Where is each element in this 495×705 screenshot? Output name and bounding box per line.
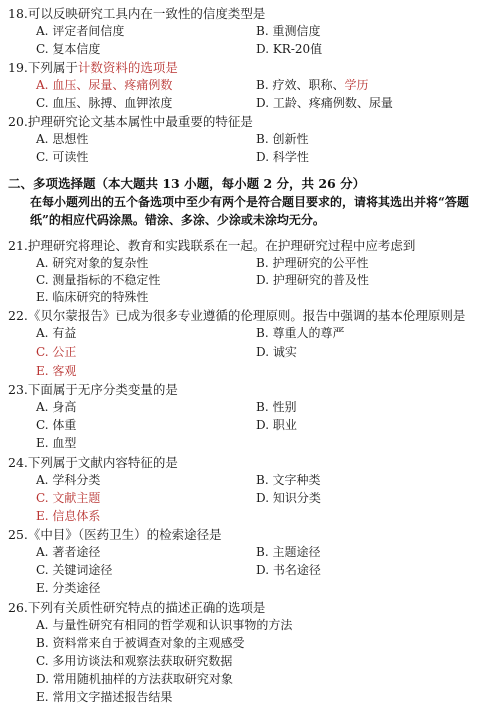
question-26: 26.下列有关质性研究特点的描述正确的选项是 bbox=[8, 600, 266, 615]
question-25: 25.《中目》（医药卫生）的检索途径是 bbox=[8, 527, 222, 542]
option-23-e: E. 血型 bbox=[36, 436, 77, 450]
section-instruction-2: 纸”的相应代码涂黑。错涂、多涂、少涂或未涂均无分。 bbox=[30, 213, 325, 227]
option-21-d: D. 护理研究的普及性 bbox=[256, 273, 369, 287]
option-19-d: D. 工龄、疼痛例数、尿量 bbox=[256, 96, 393, 110]
option-25-b: B. 主题途径 bbox=[256, 545, 321, 559]
option-20-c: C. 可读性 bbox=[36, 150, 89, 164]
option-18-c: C. 复本信度 bbox=[36, 42, 101, 56]
option-25-a: A. 著者途径 bbox=[36, 545, 101, 559]
option-26-a: A. 与量性研究有相同的哲学观和认识事物的方法 bbox=[36, 618, 293, 632]
option-25-c: C. 关键词途径 bbox=[36, 563, 113, 577]
option-26-d: D. 常用随机抽样的方法获取研究对象 bbox=[36, 672, 233, 686]
option-19-c: C. 血压、脉搏、血钾浓度 bbox=[36, 96, 173, 110]
option-20-a: A. 思想性 bbox=[36, 132, 89, 146]
highlighted-phrase: 计数资料的选项是 bbox=[77, 60, 178, 75]
question-24: 24.下列属于文献内容特征的是 bbox=[8, 455, 178, 470]
option-21-e: E. 临床研究的特殊性 bbox=[36, 290, 149, 304]
option-26-c: C. 多用访谈法和观察法获取研究数据 bbox=[36, 654, 233, 668]
option-26-e: E. 常用文字描述报告结果 bbox=[36, 690, 173, 704]
option-19-b: B. 疗效、职称、学历 bbox=[256, 78, 369, 92]
option-24-d: D. 知识分类 bbox=[256, 491, 321, 505]
option-18-a: A. 评定者间信度 bbox=[36, 24, 125, 38]
option-24-c: C. 文献主题 bbox=[36, 491, 101, 505]
option-24-a: A. 学科分类 bbox=[36, 473, 101, 487]
option-26-b: B. 资料常来自于被调查对象的主观感受 bbox=[36, 636, 245, 650]
option-20-b: B. 创新性 bbox=[256, 132, 309, 146]
option-22-b: B. 尊重人的尊严 bbox=[256, 326, 345, 340]
option-22-e: E. 客观 bbox=[36, 364, 77, 378]
option-21-b: B. 护理研究的公平性 bbox=[256, 256, 369, 270]
option-24-e: E. 信息体系 bbox=[36, 509, 101, 523]
option-25-e: E. 分类途径 bbox=[36, 581, 101, 595]
question-23: 23.下面属于无序分类变量的是 bbox=[8, 382, 178, 397]
question-21: 21.护理研究将理论、教育和实践联系在一起。在护理研究过程中应考虑到 bbox=[8, 238, 416, 253]
option-23-d: D. 职业 bbox=[256, 418, 297, 432]
question-20: 20.护理研究论文基本属性中最重要的特征是 bbox=[8, 114, 253, 129]
question-22: 22.《贝尔蒙报告》已成为很多专业遵循的伦理原则。报告中强调的基本伦理原则是 bbox=[8, 308, 466, 323]
option-20-d: D. 科学性 bbox=[256, 150, 309, 164]
option-22-d: D. 诚实 bbox=[256, 345, 297, 359]
option-23-c: C. 体重 bbox=[36, 418, 77, 432]
option-24-b: B. 文字种类 bbox=[256, 473, 321, 487]
question-18: 18.可以反映研究工具内在一致性的信度类型是 bbox=[8, 6, 266, 21]
section-instruction-1: 在每小题列出的五个备选项中至少有两个是符合题目要求的，请将其选出并将“答题 bbox=[30, 195, 469, 209]
option-22-c: C. 公正 bbox=[36, 345, 77, 359]
section-heading: 二、多项选择题（本大题共 13 小题，每小题 2 分，共 26 分） bbox=[8, 176, 366, 191]
question-19: 19.下列属于计数资料的选项是 bbox=[8, 60, 178, 75]
option-25-d: D. 书名途径 bbox=[256, 563, 321, 577]
option-21-c: C. 测量指标的不稳定性 bbox=[36, 273, 161, 287]
question-text: 可以反映研究工具内在一致性的信度类型是 bbox=[27, 6, 266, 21]
option-19-a: A. 血压、尿量、疼痛例数 bbox=[36, 78, 173, 92]
option-18-b: B. 重测信度 bbox=[256, 24, 321, 38]
option-21-a: A. 研究对象的复杂性 bbox=[36, 256, 149, 270]
option-23-b: B. 性别 bbox=[256, 400, 297, 414]
option-23-a: A. 身高 bbox=[36, 400, 77, 414]
option-18-d: D. KR-20值 bbox=[256, 42, 323, 56]
option-22-a: A. 有益 bbox=[36, 326, 77, 340]
